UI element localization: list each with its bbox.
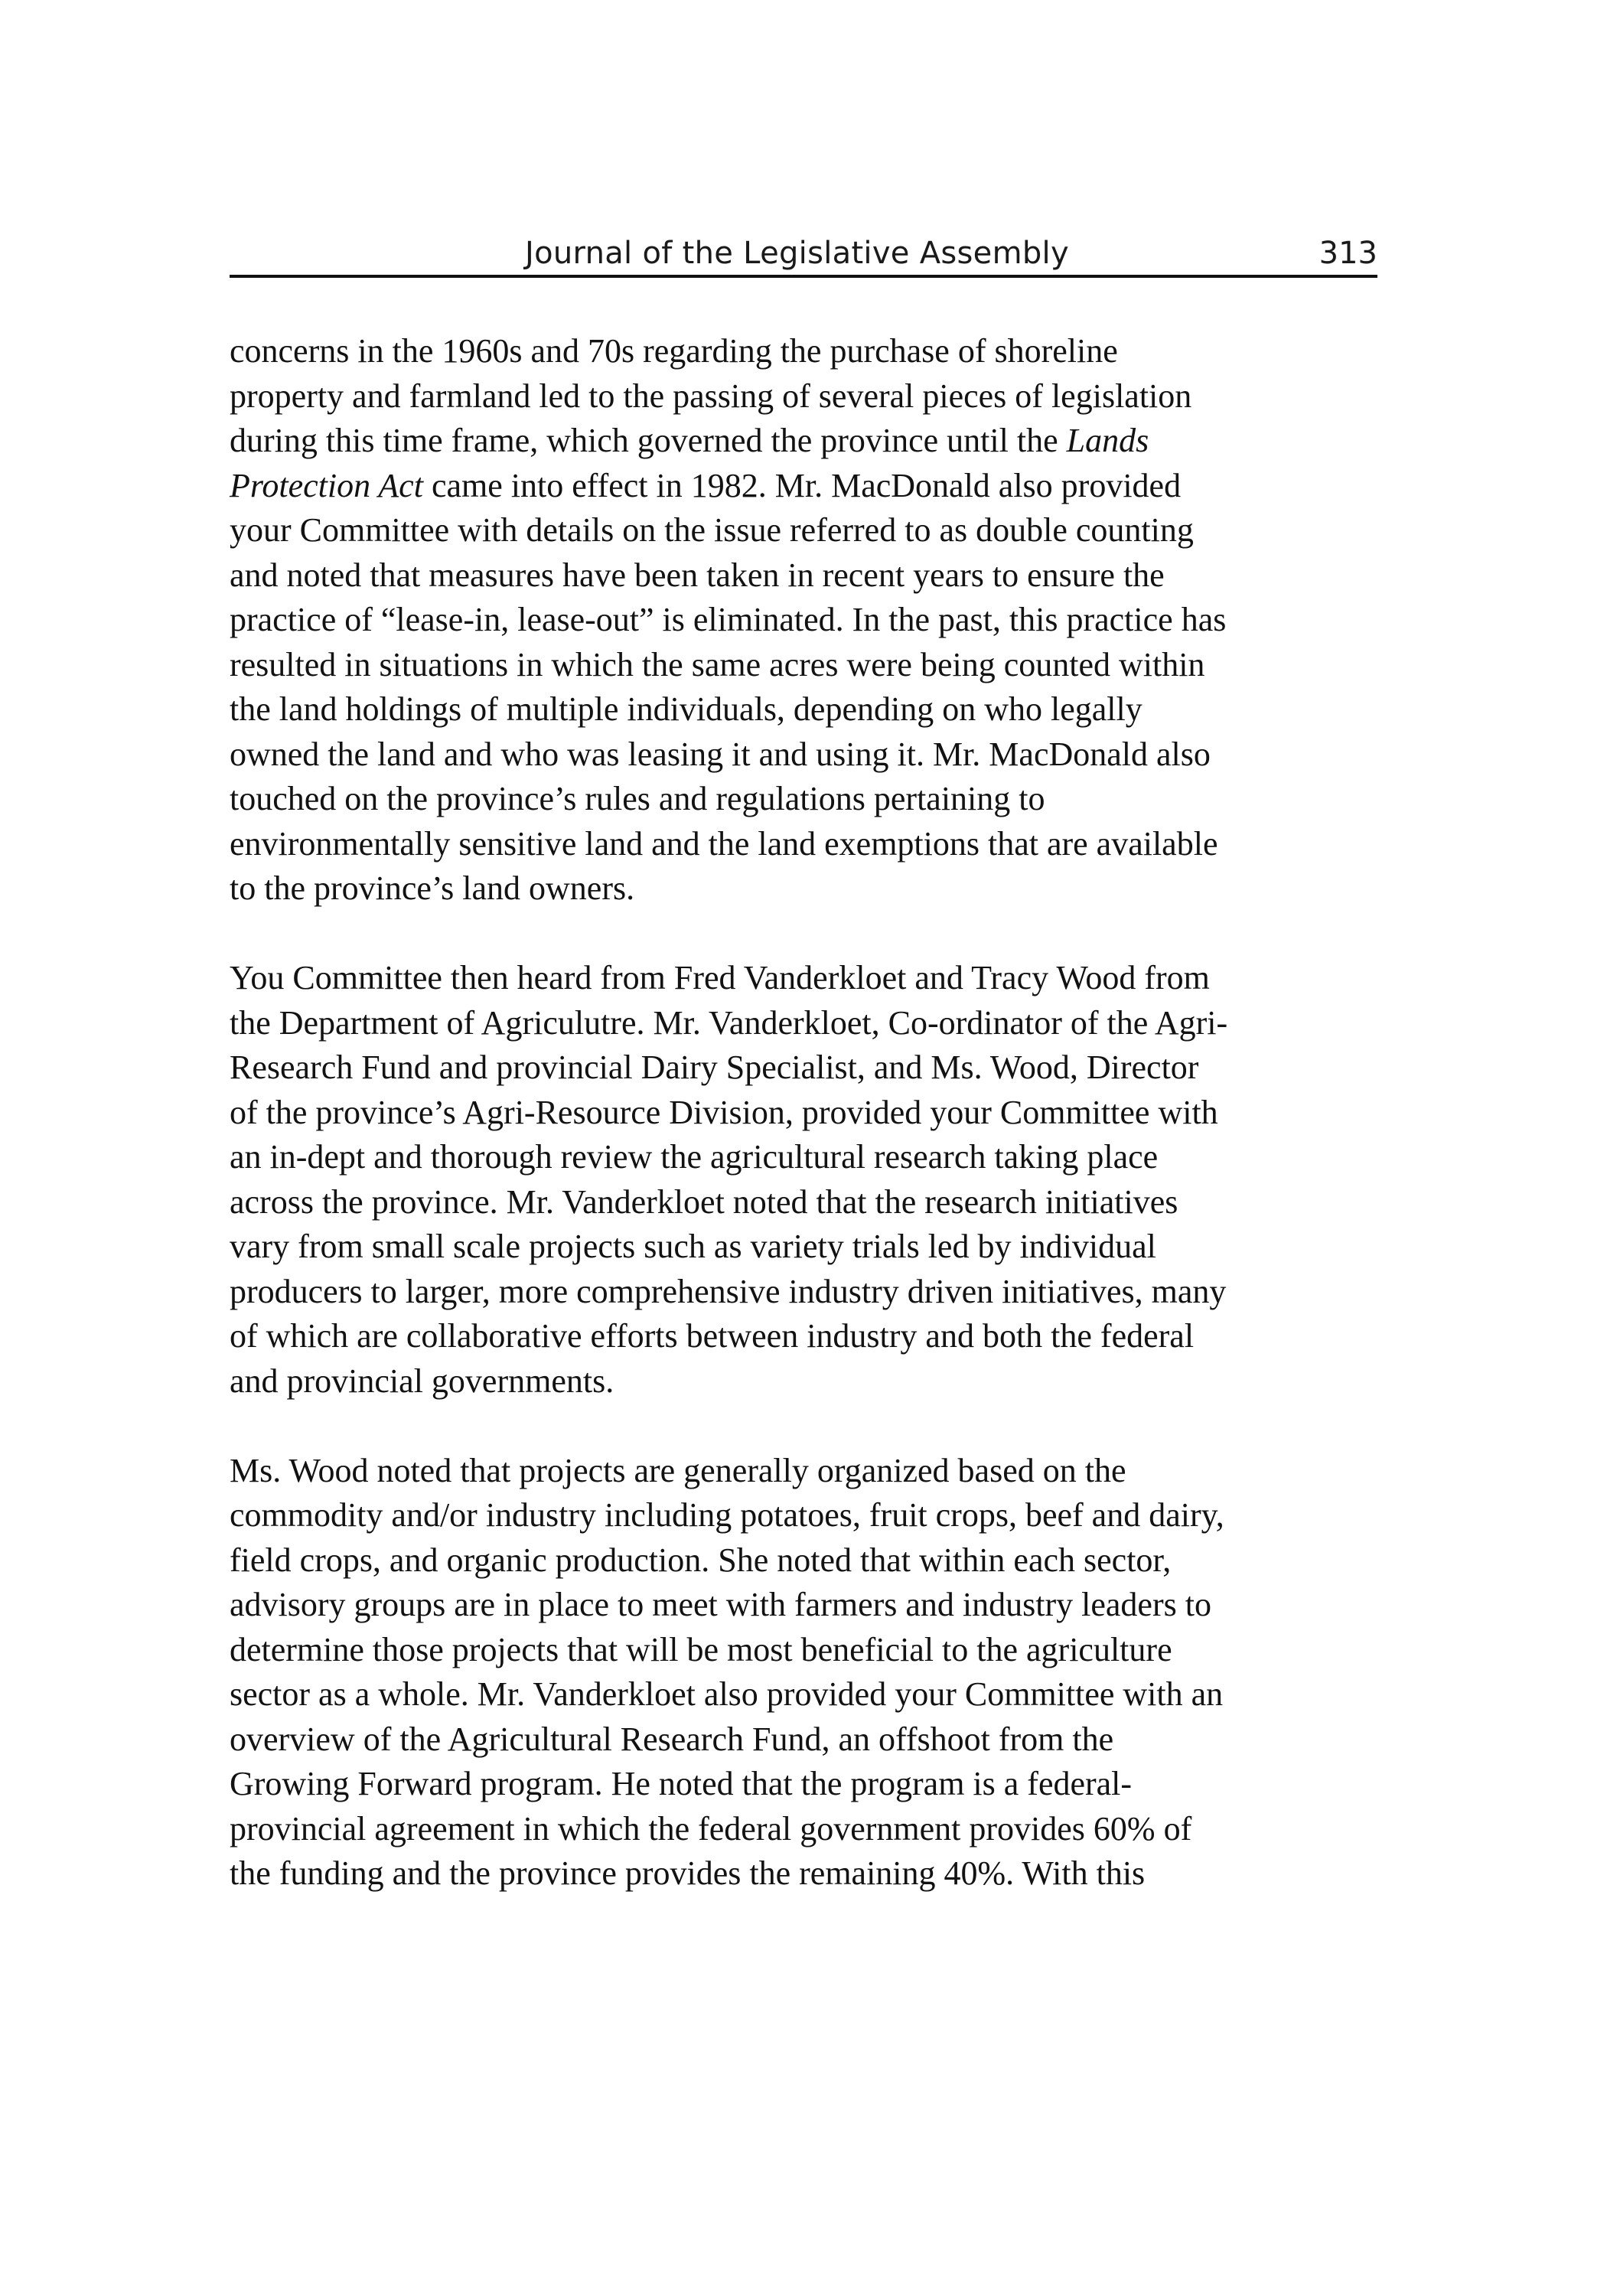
text-segment: came into effect in 1982. Mr. MacDonald also provided — [422, 466, 1182, 504]
text-segment: during this time frame, which governed the province until the — [230, 422, 1067, 459]
header-rule — [230, 275, 1377, 278]
text-line: the land holdings of multiple individuals, depending on who legally — [230, 690, 1143, 728]
text-line — [230, 419, 1377, 464]
text-line: an in-dept and thorough review the agricultural research taking place — [230, 1138, 1159, 1176]
text-line: of the province’s Agri-Resource Division, provided your Committee with — [230, 1093, 1218, 1131]
text-line: Growing Forward program. He noted that the program is a federal- — [230, 1765, 1133, 1802]
text-line: property and farmland led to the passing of several pieces of legislation — [230, 377, 1192, 415]
text-line: environmentally sensitive land and the land exemptions that are available — [230, 824, 1218, 863]
text-line: across the province. Mr. Vanderkloet noted that the research initiatives — [230, 1182, 1178, 1221]
text-line: the Department of Agriculutre. Mr. Vanderkloet, Co-ordinator of the Agri- — [230, 1003, 1228, 1042]
text-line: owned the land and who was leasing it and using it. Mr. MacDonald also — [230, 735, 1211, 773]
journal-title: Journal of the Legislative Assembly — [525, 236, 1069, 271]
text-line: touched on the province’s rules and regulations pertaining to — [230, 780, 1045, 817]
text-line: and provincial governments. — [230, 1362, 614, 1400]
paragraph-2 — [230, 956, 1377, 1404]
paragraph-3 — [230, 1449, 1377, 1896]
text-line: advisory groups are in place to meet with farmers and industry leaders to — [230, 1586, 1211, 1623]
text-line: your Committee with details on the issue referred to as double counting — [230, 511, 1194, 549]
body-text — [230, 329, 1377, 1941]
act-title-italic: Protection Act — [230, 466, 423, 504]
text-line — [230, 464, 1377, 509]
text-line: of which are collaborative efforts between industry and both the federal — [230, 1317, 1195, 1355]
text-line: commodity and/or industry including potatoes, fruit crops, beef and dairy, — [230, 1496, 1224, 1534]
text-line: field crops, and organic production. She noted that within each sector, — [230, 1541, 1172, 1579]
text-line: and noted that measures have been taken in recent years to ensure the — [230, 556, 1165, 594]
text-line: concerns in the 1960s and 70s regarding the purchase of shoreline — [230, 332, 1118, 370]
running-header — [230, 230, 1377, 277]
text-line: producers to larger, more comprehensive industry driven initiatives, many — [230, 1272, 1227, 1310]
text-line: resulted in situations in which the same acres were being counted within — [230, 645, 1205, 683]
text-line: overview of the Agricultural Research Fund, an offshoot from the — [230, 1720, 1114, 1758]
text-line: practice of “lease-in, lease-out” is eliminated. In the past, this practice has — [230, 601, 1227, 638]
act-title-italic: Lands — [1066, 422, 1149, 459]
text-line: the funding and the province provides the remaining 40%. With this — [230, 1854, 1146, 1892]
text-line: You Committee then heard from Fred Vanderkloet and Tracy Wood from — [230, 959, 1210, 996]
text-line: vary from small scale projects such as variety trials led by individual — [230, 1228, 1156, 1265]
text-line: Research Fund and provincial Dairy Specialist, and Ms. Wood, Director — [230, 1049, 1199, 1086]
text-line: provincial agreement in which the federal government provides 60% of — [230, 1809, 1192, 1848]
text-line: to the province’s land owners. — [230, 869, 635, 907]
page-number: 313 — [1319, 236, 1377, 271]
paragraph-1 — [230, 329, 1377, 912]
text-line: sector as a whole. Mr. Vanderkloet also provided your Committee with an — [230, 1675, 1224, 1713]
text-line: determine those projects that will be most beneficial to the agriculture — [230, 1630, 1172, 1668]
text-line: Ms. Wood noted that projects are generally organized based on the — [230, 1451, 1126, 1489]
